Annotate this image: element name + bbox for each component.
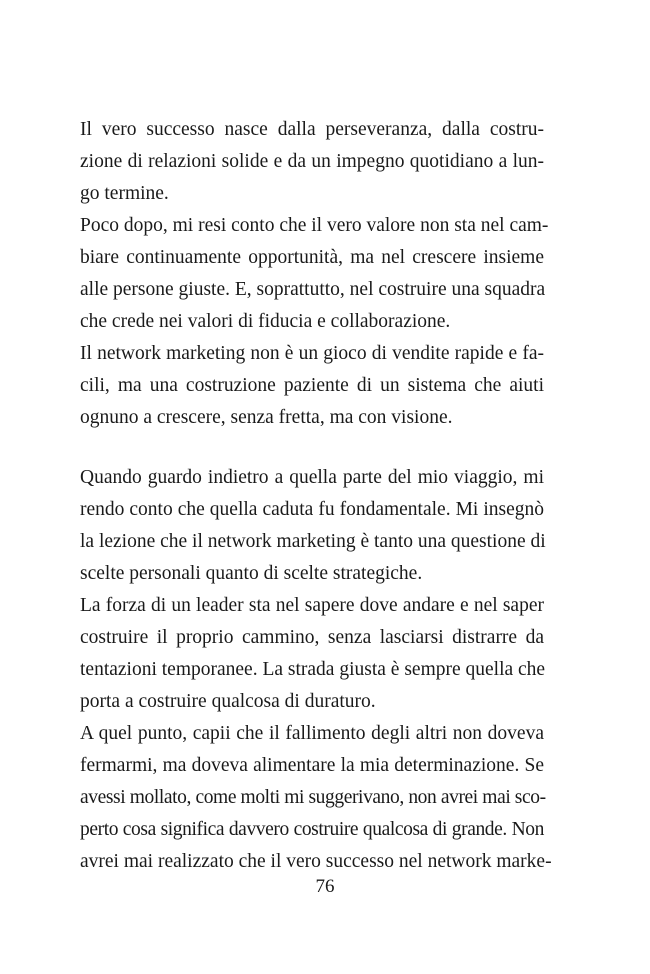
text-line: cili, ma una costruzione paziente di un sistema che aiuti: [80, 375, 544, 396]
text-line: Poco dopo, mi resi conto che il vero valore non sta nel cam-: [80, 215, 549, 236]
text-line: zione di relazioni solide e da un impegno quotidiano a lun-: [80, 151, 544, 172]
text-line: La forza di un leader sta nel sapere dove andare e nel saper: [80, 595, 544, 616]
text-line: avessi mollato, come molti mi suggerivano, non avrei mai sco-: [80, 787, 546, 808]
text-line: scelte personali quanto di scelte strategiche.: [80, 563, 423, 584]
page-number: 76: [315, 876, 335, 897]
text-line: A quel punto, capii che il fallimento degli altri non doveva: [80, 723, 544, 744]
text-line: alle persone giuste. E, soprattutto, nel costruire una squadra: [80, 279, 546, 300]
text-line: tentazioni temporanee. La strada giusta è sempre quella che: [80, 659, 546, 680]
text-line: ognuno a crescere, senza fretta, ma con visione.: [80, 407, 453, 428]
text-line: Il vero successo nasce dalla perseveranza, dalla costru-: [80, 119, 544, 140]
text-line: rendo conto che quella caduta fu fondamentale. Mi insegnò: [80, 499, 544, 520]
text-line: che crede nei valori di fiducia e collaborazione.: [80, 311, 451, 332]
text-line: avrei mai realizzato che il vero successo nel network marke-: [80, 851, 552, 872]
text-line: fermarmi, ma doveva alimentare la mia determinazione. Se: [80, 755, 544, 776]
text-line: porta a costruire qualcosa di duraturo.: [80, 691, 376, 712]
text-line: biare continuamente opportunità, ma nel crescere insieme: [80, 247, 544, 268]
text-line: Quando guardo indietro a quella parte del mio viaggio, mi: [80, 467, 544, 488]
text-line: perto cosa significa davvero costruire qualcosa di grande. Non: [80, 819, 544, 840]
text-line: costruire il proprio cammino, senza lasciarsi distrarre da: [80, 627, 544, 648]
text-line: go termine.: [80, 183, 169, 204]
text-line: Il network marketing non è un gioco di vendite rapide e fa-: [80, 343, 544, 364]
text-line: la lezione che il network marketing è tanto una questione di: [80, 531, 546, 552]
